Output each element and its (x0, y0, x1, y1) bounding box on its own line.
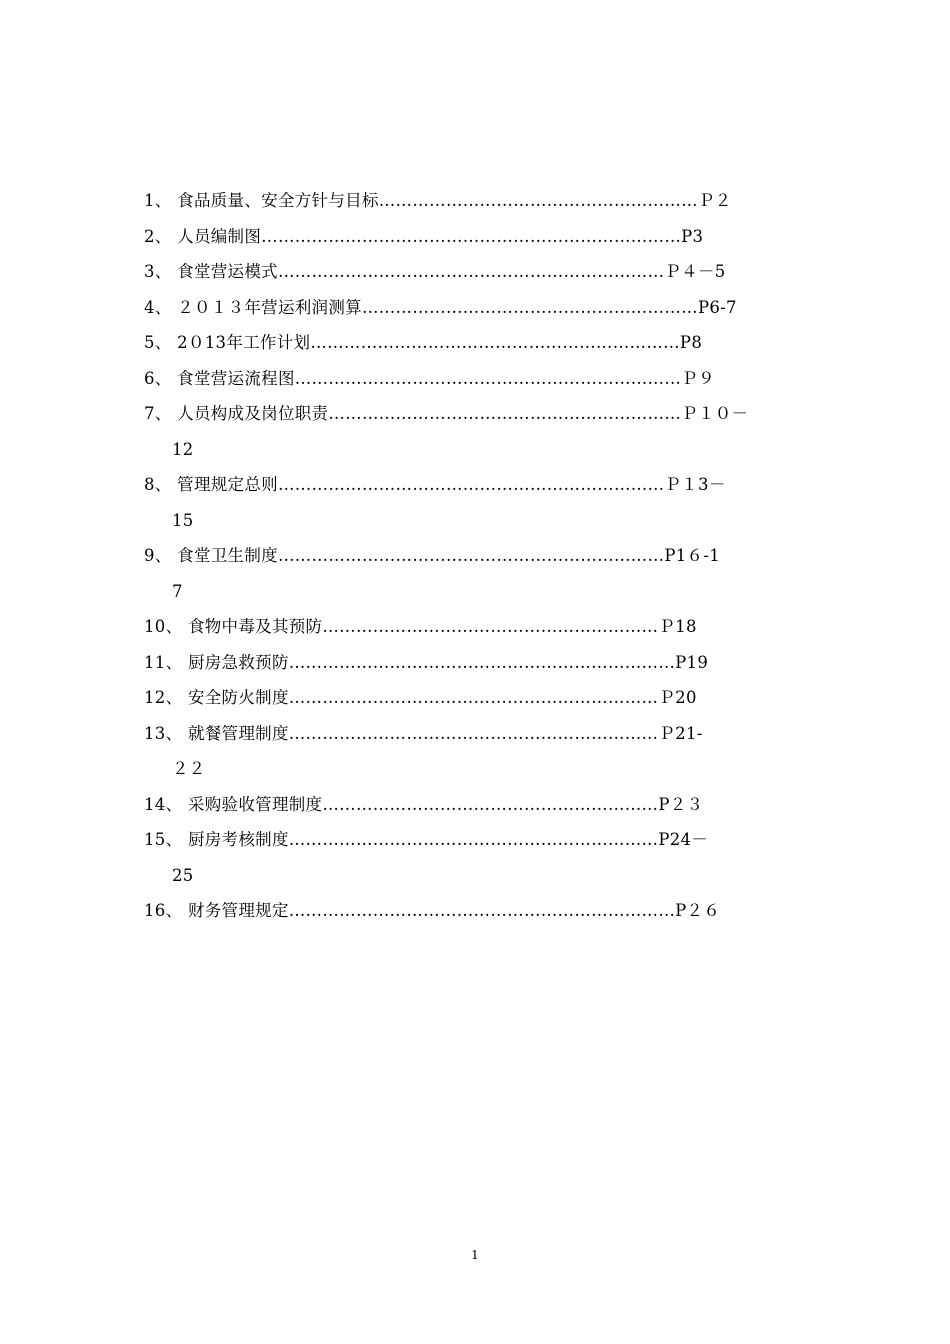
toc-entry[interactable] (144, 293, 814, 329)
toc-entry-page-continuation: 7 (172, 581, 183, 601)
toc-entry-text: 2、 人员编制图…………………………………………………………………P3 (144, 226, 704, 246)
toc-entry-text: 5、 2０13年工作计划…………………………………………………………P8 (144, 333, 703, 352)
toc-entry-text: 6、 食堂营运流程图……………………………………………………………Ｐ９ (144, 368, 715, 388)
toc-entry-text: 10、 食物中毒及其预防……………………………………………………Ｐ18 (144, 617, 697, 636)
toc-entry-page-continuation: ２２ (172, 759, 206, 778)
toc-entry-text: 12、 安全防火制度…………………………………………………………Ｐ20 (144, 688, 697, 707)
toc-entry-text: 11、 厨房急救预防……………………………………………………………P19 (144, 652, 709, 672)
toc-entry[interactable] (144, 328, 814, 364)
toc-entry-text: 9、 食堂卫生制度……………………………………………………………P1６-1 (144, 546, 721, 565)
toc-entry[interactable] (144, 186, 814, 222)
toc-entry-page-continuation: 12 (172, 439, 194, 459)
toc-entry[interactable] (144, 683, 814, 719)
toc-entry-text: 4、 ２０１３年营运利润测算……………………………………………………P6-7 (144, 297, 737, 317)
toc-entry[interactable] (144, 364, 814, 400)
toc-entry[interactable] (144, 257, 814, 293)
toc-entry[interactable] (144, 612, 814, 648)
toc-entry-text: 15、 厨房考核制度…………………………………………………………P24－ (144, 830, 709, 849)
toc-entry-text: 3、 食堂营运模式……………………………………………………………Ｐ４－5 (144, 262, 726, 281)
toc-entry-text: 13、 就餐管理制度…………………………………………………………Ｐ21- (144, 723, 703, 743)
toc-entry[interactable] (144, 790, 814, 826)
toc-entry-text: 8、 管理规定总则……………………………………………………………Ｐ１3－ (144, 475, 726, 494)
toc-entry-text: 1、 食品质量、安全方针与目标…………………………………………………Ｐ２ (144, 191, 732, 210)
toc-entry[interactable] (144, 719, 814, 790)
toc-entry[interactable] (144, 896, 814, 932)
toc-entry-page-continuation: 25 (172, 865, 194, 885)
toc-entry[interactable] (144, 470, 814, 541)
page-number: 1 (471, 1248, 479, 1262)
toc-entry[interactable] (144, 222, 814, 258)
table-of-contents (144, 186, 814, 932)
toc-entry-text: 7、 人员构成及岗位职责………………………………………………………Ｐ１０－ (144, 404, 749, 423)
toc-entry-page-continuation: 15 (172, 510, 194, 530)
toc-entry-text: 16、 财务管理规定……………………………………………………………P２６ (144, 901, 721, 920)
toc-entry[interactable] (144, 399, 814, 470)
toc-entry[interactable] (144, 541, 814, 612)
toc-entry[interactable] (144, 648, 814, 684)
toc-entry[interactable] (144, 825, 814, 896)
toc-entry-text: 14、 采购验收管理制度……………………………………………………P２３ (144, 794, 704, 814)
